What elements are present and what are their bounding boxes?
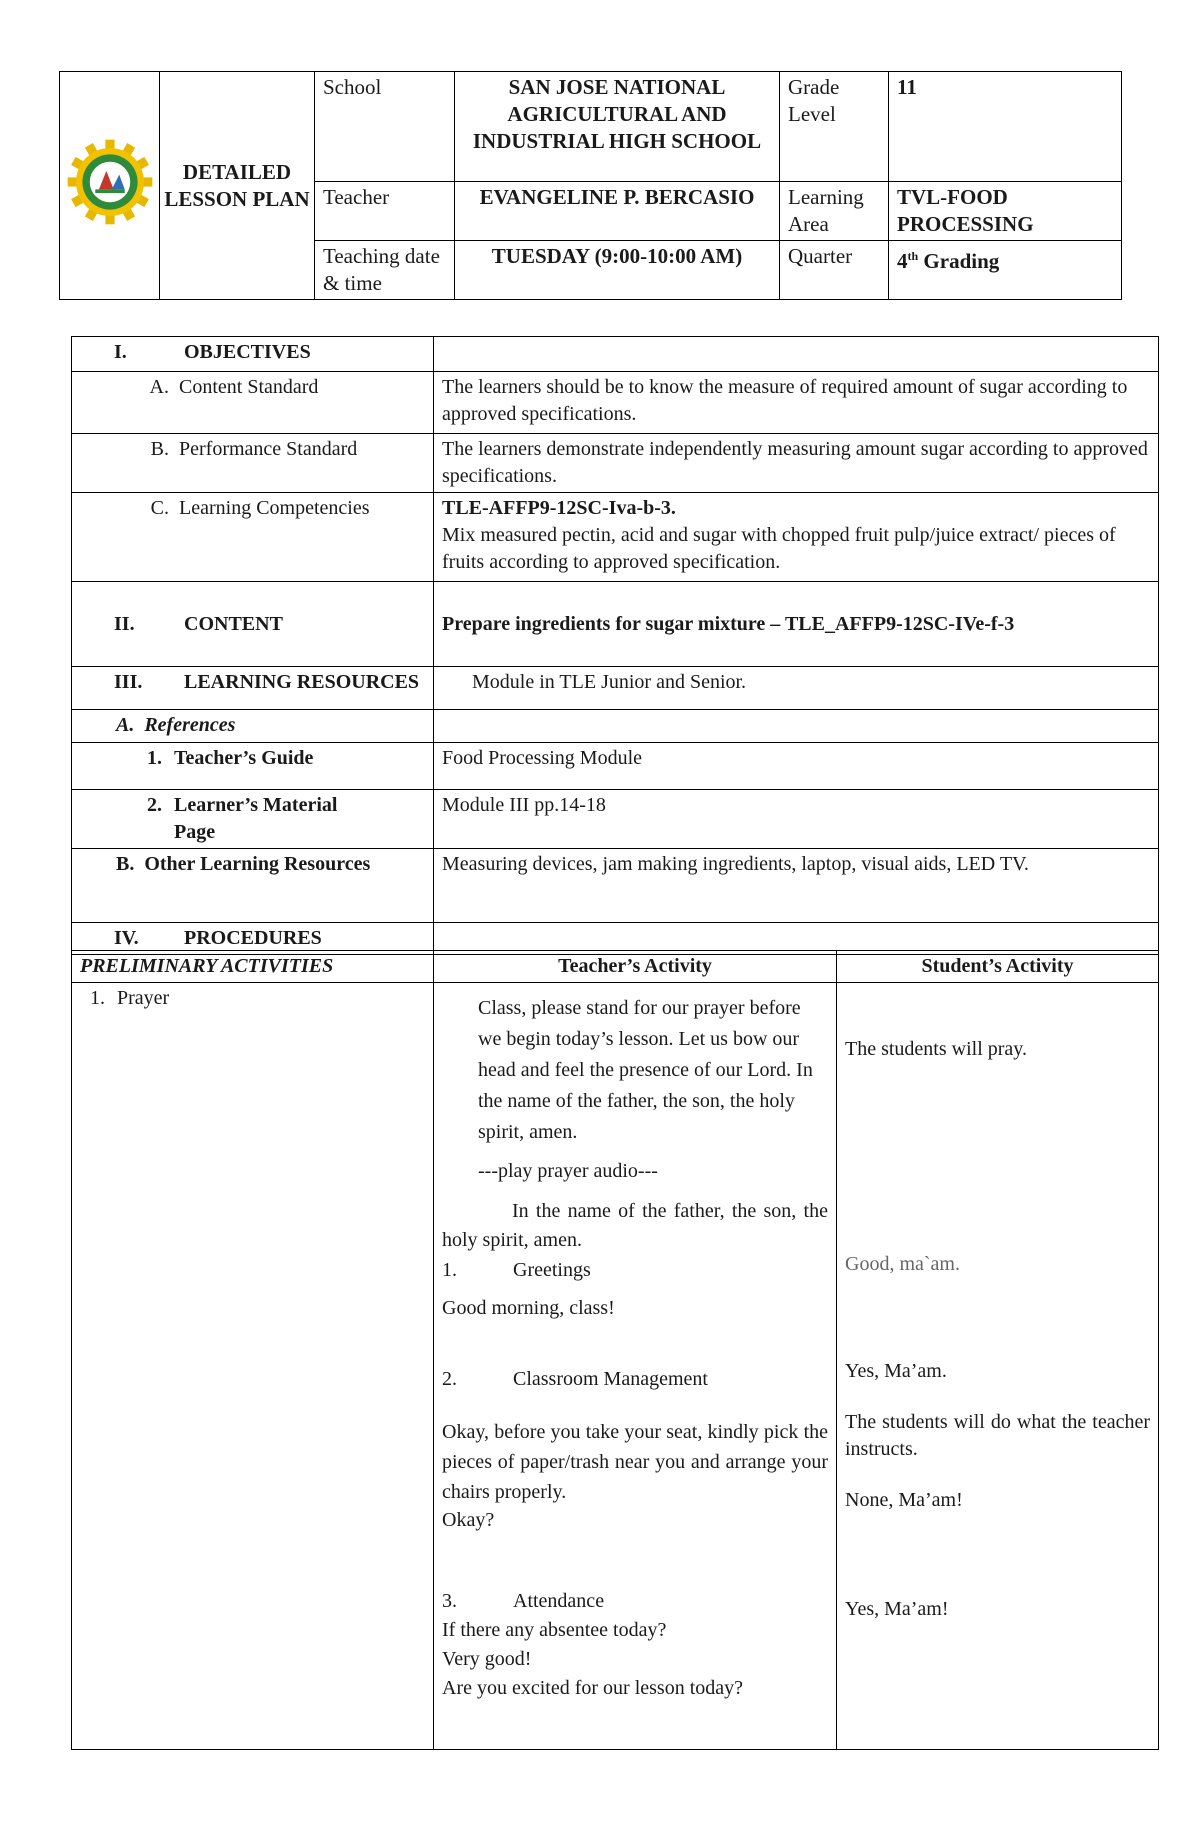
teacher-activity-header: Teacher’s Activity <box>434 951 837 983</box>
logo-cell <box>60 72 160 300</box>
procedures-heading: IV. PROCEDURES <box>72 923 434 955</box>
date-label: Teaching date & time <box>315 241 455 300</box>
attendance-excited: Are you excited for our lesson today? <box>442 1677 744 1699</box>
school-label: School <box>315 72 455 182</box>
plan-title: DETAILED LESSON PLAN <box>160 72 315 300</box>
teachers-guide-value: Food Processing Module <box>434 743 1159 790</box>
area-label: Learning Area <box>780 182 889 241</box>
student-none-maam: None, Ma’am! <box>845 1489 963 1511</box>
learners-material-label: 2. Learner’s Material Page <box>72 790 434 849</box>
header-table <box>59 71 1122 300</box>
preliminary-activities-label: PRELIMINARY ACTIVITIES <box>72 951 434 983</box>
grade-value: 11 <box>889 72 1122 182</box>
student-pray: The students will pray. <box>845 1038 1028 1060</box>
school-value: SAN JOSE NATIONAL AGRICULTURAL AND INDUSTRIAL HIGH SCHOOL <box>455 72 780 182</box>
teacher-label: Teacher <box>315 182 455 241</box>
objectives-table <box>71 336 1159 955</box>
teacher-activity-cell <box>434 983 837 1750</box>
learning-competencies-label: C. Learning Competencies <box>72 493 434 582</box>
resources-heading: III. LEARNING RESOURCES <box>72 667 434 710</box>
date-value: TUESDAY (9:00-10:00 AM) <box>455 241 780 300</box>
prayer-label: 1. Prayer <box>72 983 434 1750</box>
content-value: Prepare ingredients for sugar mixture – TLE_AFFP9-12SC-IVe-f-3 <box>434 582 1159 667</box>
greetings-heading: 1. Greetings <box>442 1259 591 1281</box>
classroom-management-text: Okay, before you take your seat, kindly pick the pieces of paper/trash near you and arrange your chairs properly. <box>442 1421 828 1503</box>
procedures-table <box>71 950 1159 1750</box>
teacher-audio: ---play prayer audio--- <box>478 1160 658 1182</box>
grade-label: Grade Level <box>780 72 889 182</box>
student-activity-cell <box>837 983 1159 1750</box>
classroom-management-heading: 2. Classroom Management <box>442 1368 708 1390</box>
greetings-text: Good morning, class! <box>442 1297 615 1319</box>
quarter-label: Quarter <box>780 241 889 300</box>
school-seal-icon <box>64 136 156 228</box>
performance-standard-value: The learners demonstrate independently measuring amount sugar according to approved specifications. <box>434 434 1159 493</box>
content-heading: II. CONTENT <box>72 582 434 667</box>
area-value: TVL-FOOD PROCESSING <box>889 182 1122 241</box>
student-yes-maam-1: Yes, Ma’am. <box>845 1360 947 1382</box>
references-heading: A. References <box>72 710 434 743</box>
content-standard-value: The learners should be to know the measure of required amount of sugar according to approved specifications. <box>434 372 1159 434</box>
attendance-question: If there any absentee today? <box>442 1619 667 1641</box>
objectives-heading: I. OBJECTIVES <box>72 337 434 372</box>
teachers-guide-label: 1. Teacher’s Guide <box>72 743 434 790</box>
student-yes-maam-2: Yes, Ma’am! <box>845 1598 949 1620</box>
learners-material-value: Module III pp.14-18 <box>434 790 1159 849</box>
competency-code: TLE-AFFP9-12SC-Iva-b-3. <box>442 497 676 519</box>
teacher-prayer: Class, please stand for our prayer before we begin today’s lesson. Let us bow our head and feel the presence of our Lord. In the name of the father, the son, the holy spirit, amen. <box>478 997 813 1143</box>
student-follow-instructions: The students will do what the teacher instructs. <box>845 1411 1150 1460</box>
attendance-heading: 3. Attendance <box>442 1590 605 1612</box>
attendance-very-good: Very good! <box>442 1648 532 1670</box>
resources-value: Module in TLE Junior and Senior. <box>434 667 1159 710</box>
teacher-value: EVANGELINE P. BERCASIO <box>455 182 780 241</box>
classroom-management-okay: Okay? <box>442 1509 495 1531</box>
student-good-maam: Good, ma`am. <box>845 1253 960 1275</box>
content-standard-label: A. Content Standard <box>72 372 434 434</box>
other-resources-value: Measuring devices, jam making ingredients, laptop, visual aids, LED TV. <box>434 849 1159 923</box>
student-activity-header: Student’s Activity <box>837 951 1159 983</box>
quarter-value: 4th Grading <box>889 241 1122 300</box>
other-resources-label: B. Other Learning Resources <box>72 849 434 923</box>
performance-standard-label: B. Performance Standard <box>72 434 434 493</box>
teacher-prayer-repeat: In the name of the father, the son, the holy spirit, amen. <box>442 1200 828 1251</box>
learning-competencies-value: TLE-AFFP9-12SC-Iva-b-3. Mix measured pectin, acid and sugar with chopped fruit pulp/juice extract/ pieces of fruits according to approved specification. <box>434 493 1159 582</box>
